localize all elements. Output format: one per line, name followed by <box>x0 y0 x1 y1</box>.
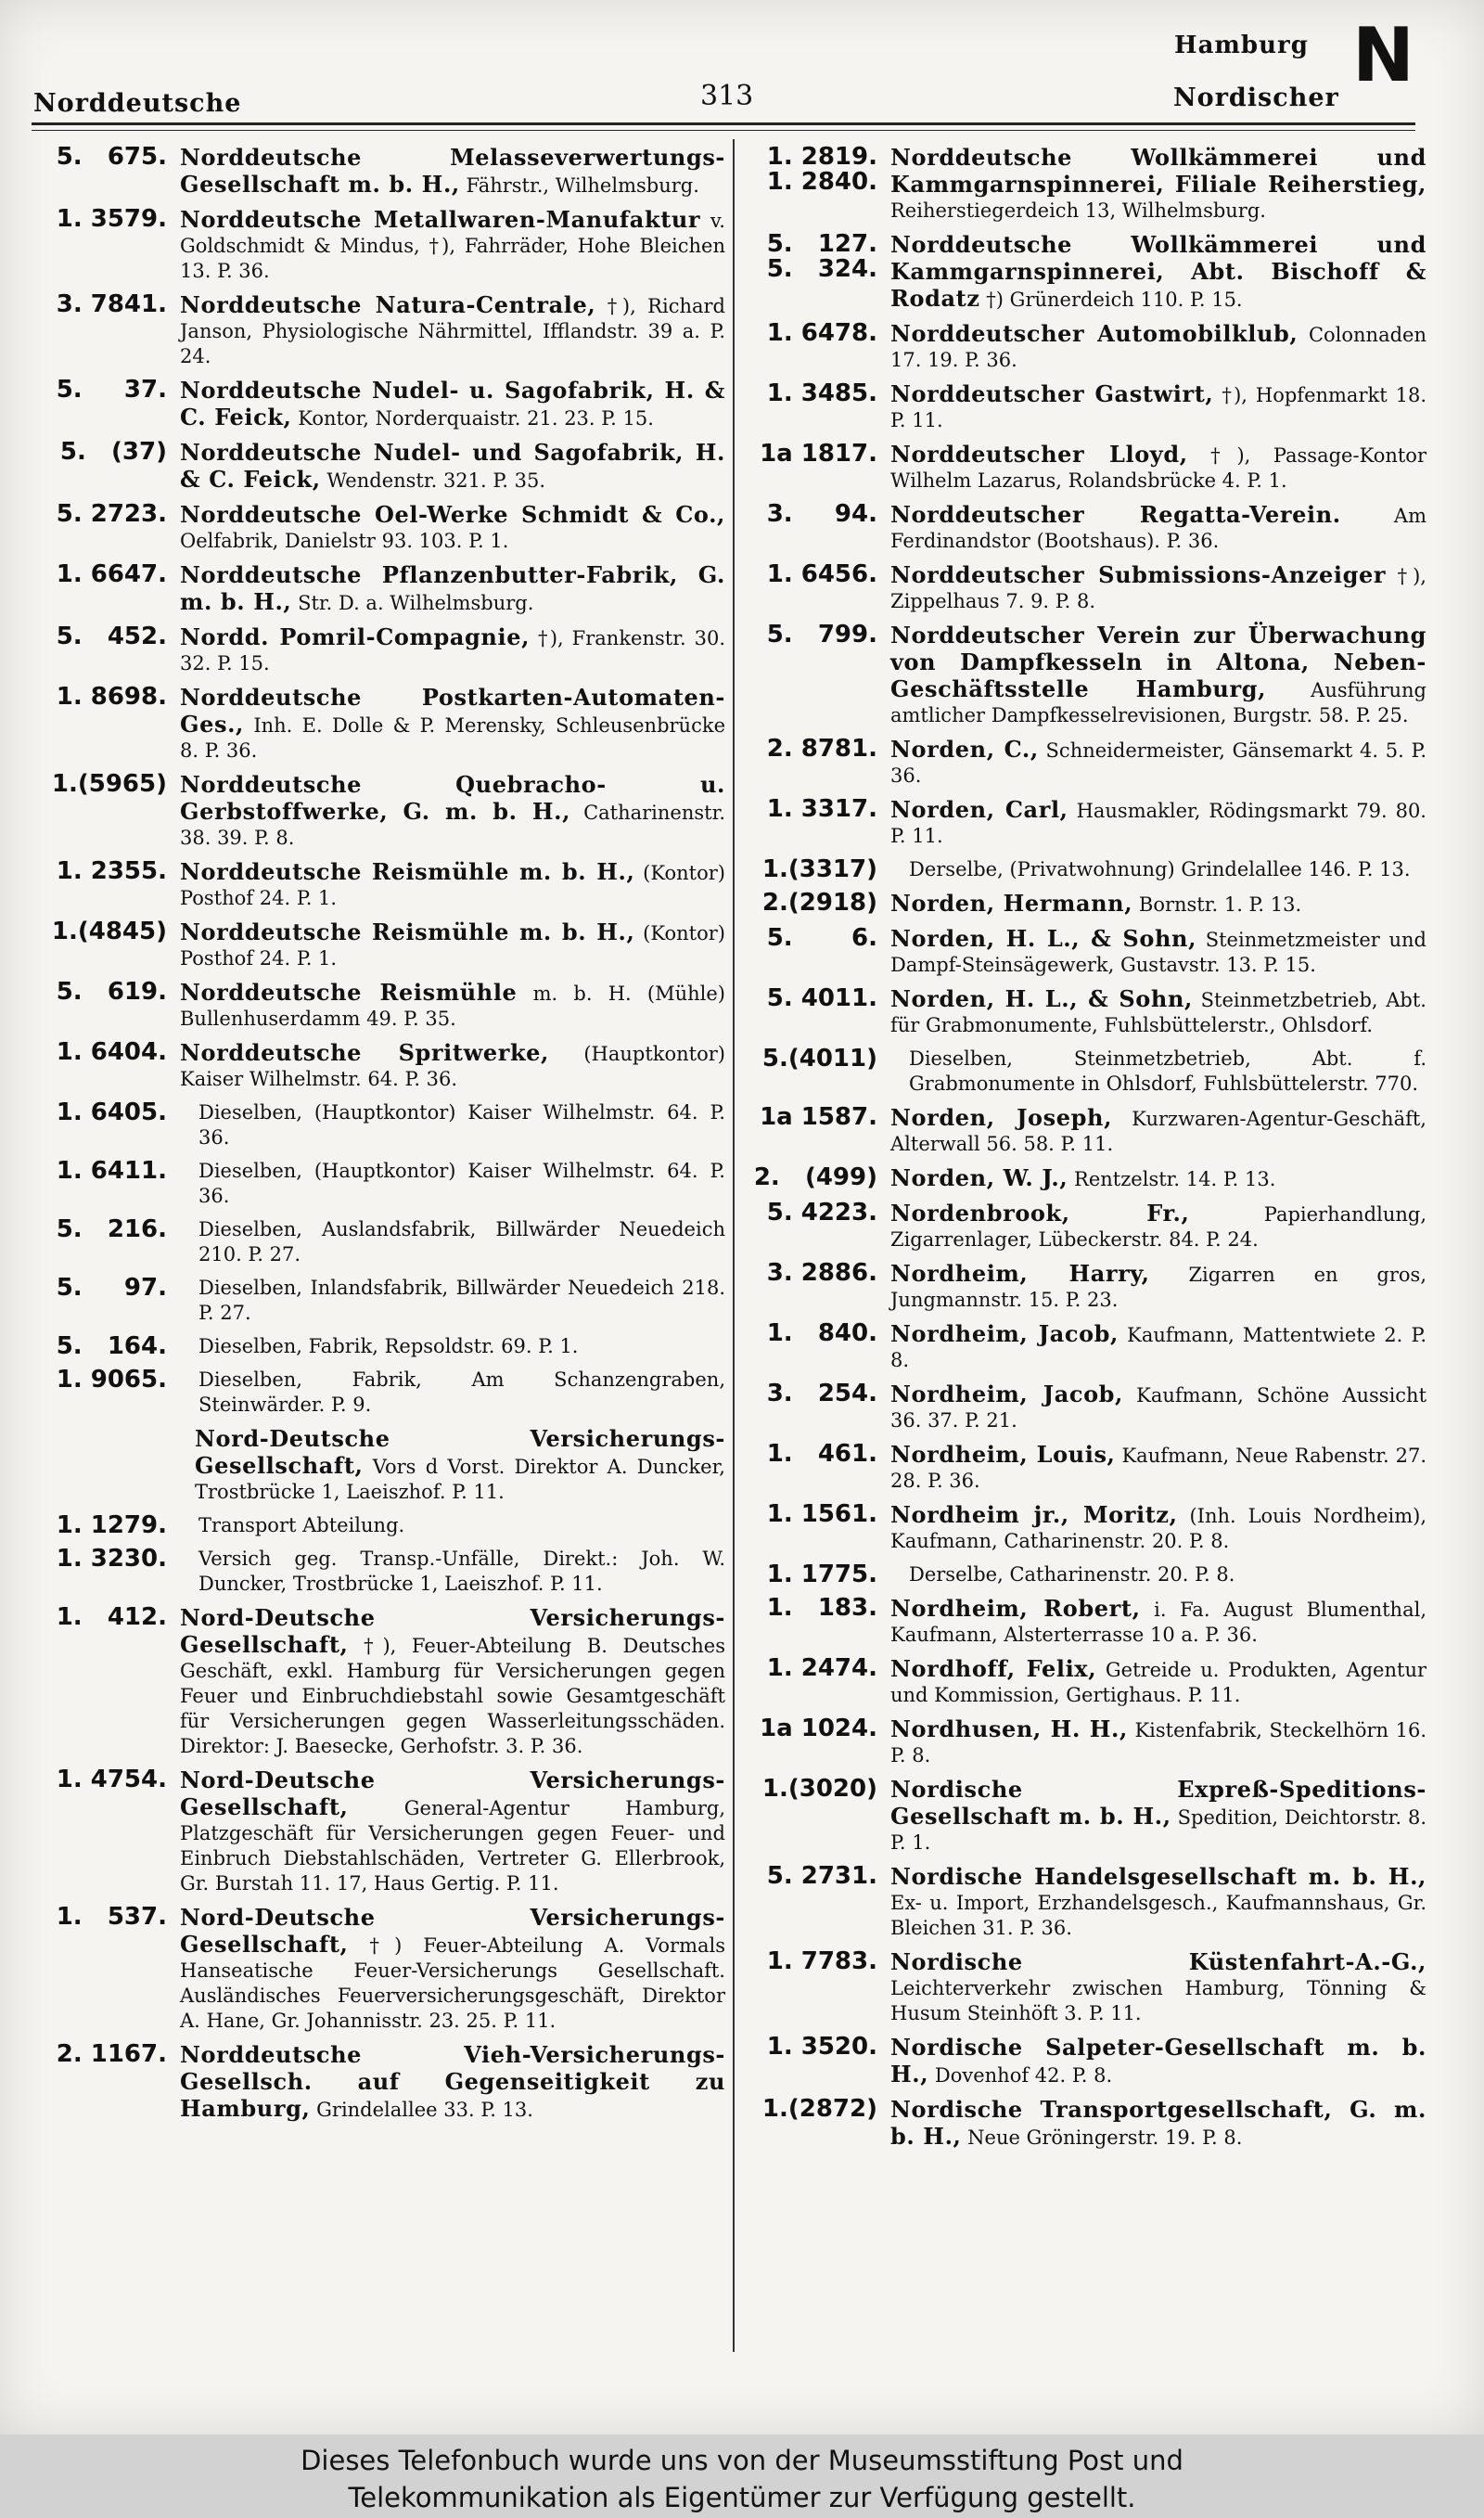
entry-text <box>890 562 1426 614</box>
entry-text <box>180 145 725 199</box>
phone-number: 1. 3579. <box>56 205 167 233</box>
phone-number: 5. 37. <box>56 376 167 404</box>
entry-details: Dieselben, (Hauptkontor) Kaiser Wilhelmstr. 64. P. 36. <box>198 1160 725 1207</box>
entry-details: Inh. E. Dolle & P. Merensky, Schleusenbrücke 8. P. 36. <box>180 714 725 762</box>
entry-details: Dieselben, Inlandsfabrik, Billwärder Neuedeich 218. P. 27. <box>198 1277 725 1324</box>
entry-details: Kaufmann, Schöne Aussicht 36. 37. P. 21. <box>890 1384 1427 1432</box>
entry-details: Oelfabrik, Danielstr 93. 103. P. 1. <box>180 530 509 552</box>
directory-entry <box>28 440 725 494</box>
directory-entry <box>28 1159 725 1209</box>
entry-details: Str. D. a. Wilhelmsburg. <box>298 592 534 614</box>
directory-entry <box>748 1165 1426 1192</box>
entry-text <box>890 2035 1426 2088</box>
entry-name: Norden, H. L., & Sohn, <box>890 925 1197 952</box>
entry-text <box>180 1547 725 1597</box>
phone-number: 5. 675. <box>56 143 167 171</box>
directory-entry <box>28 772 725 851</box>
footer-banner <box>0 2434 1484 2518</box>
phone-number: 1. 6405. <box>56 1098 167 1126</box>
entry-details: (Kontor) Posthof 24. P. 1. <box>180 922 725 970</box>
entry-text <box>890 1261 1426 1313</box>
entry-text <box>890 145 1426 224</box>
entry-name: Nord-Deutsche Versicherungs-Gesellschaft, <box>195 1425 725 1479</box>
directory-entry <box>28 980 725 1032</box>
phone-number: 1. 3520. <box>766 2033 877 2061</box>
directory-entry <box>748 623 1426 728</box>
entry-details: Dieselben, Auslandsfabrik, Billwärder Neuedeich 210. P. 27. <box>198 1218 725 1265</box>
entry-details: Getreide u. Produkten, Agentur und Kommission, Gertighaus. P. 11. <box>890 1659 1427 1706</box>
entry-name: Norden, H. L., & Sohn, <box>890 985 1193 1012</box>
entry-text <box>890 1381 1426 1433</box>
phone-number: 1. 3485. <box>766 379 877 407</box>
entry-text <box>890 737 1426 789</box>
phone-number: 3. 2886. <box>766 1259 877 1287</box>
entry-details: Derselbe, (Privatwohnung) Grindelallee 146. P. 13. <box>909 858 1411 880</box>
phone-number: 1. 8698. <box>56 683 167 711</box>
entry-name: Norddeutsche Vieh-Versicherungs-Gesellsch. auf Gegenseitigkeit zu Hamburg, <box>180 2041 725 2122</box>
entry-details: †), Richard Janson, Physiologische Nährmittel, Ifflandstr. 39 a. P. 24. <box>180 295 725 367</box>
entry-details: Dieselben, (Hauptkontor) Kaiser Wilhelmstr. 64. P. 36. <box>198 1101 725 1149</box>
phone-number: 5. 4223. <box>766 1199 877 1227</box>
phone-number: 5. 127. 5. 324. <box>766 230 877 283</box>
phone-number: 1. 6456. <box>766 560 877 588</box>
entry-name: Nordische Salpeter-Gesellschaft m. b. H., <box>890 2034 1426 2088</box>
entry-name: Norden, Hermann, <box>890 890 1133 917</box>
directory-entry <box>28 1767 725 1896</box>
phone-number: 1.(5965) <box>51 770 167 798</box>
phone-number: 1. 2819. 1. 2840. <box>766 143 877 196</box>
entry-text <box>890 1716 1426 1768</box>
entry-text <box>890 926 1426 978</box>
entry-name: Norddeutsche Nudel- u. Sagofabrik, H. & C. Feick, <box>180 377 725 430</box>
directory-entry <box>28 562 725 616</box>
directory-entry <box>748 1596 1426 1648</box>
phone-number: 1. 3230. <box>56 1545 167 1573</box>
entry-details: General-Agentur Hamburg, Platzgeschäft für Versicherungen gegen Feuer- und Einbruch Diebstahlschäden, Vertreter G. Ellerbrook, Gr. Burstah 11. 17, Haus Gertig. P. 11. <box>180 1797 725 1895</box>
phone-number: 2. 1167. <box>56 2040 167 2068</box>
entry-text <box>180 502 725 554</box>
phone-number: 5. 799. <box>766 621 877 649</box>
entry-details: (Hauptkontor) Kaiser Wilhelmstr. 64. P. 36. <box>180 1043 725 1090</box>
entry-name: Norddeutsche Metallwaren-Manufaktur <box>180 206 701 233</box>
directory-entry <box>28 1276 725 1326</box>
phone-number: 5. 164. <box>56 1332 167 1360</box>
entry-name: Nordische Expreß-Speditions-Gesellschaft m. b. H., <box>890 1776 1426 1830</box>
entry-name: Norden, C., <box>890 736 1039 763</box>
entry-details: Dovenhof 42. P. 8. <box>934 2064 1113 2087</box>
phone-number: 1. 3317. <box>766 795 877 823</box>
entry-text <box>180 1040 725 1092</box>
entry-name: Norddeutsche Oel-Werke Schmidt & Co., <box>180 501 725 528</box>
entry-text <box>890 1047 1426 1097</box>
phone-number: 1. 6647. <box>56 560 167 588</box>
entry-name: Norddeutscher Automobilklub, <box>890 320 1298 347</box>
entry-name: Norddeutsche Reismühle m. b. H., <box>180 858 635 885</box>
phone-number: 2. 8781. <box>766 735 877 763</box>
entry-details: Hausmakler, Rödingsmarkt 79. 80. P. 11. <box>890 800 1426 847</box>
directory-entry <box>748 797 1426 849</box>
entry-name: Norddeutsche Reismühle <box>180 979 518 1006</box>
phone-number: 5. 4011. <box>766 984 877 1012</box>
phone-number: 1a 1587. <box>760 1103 877 1131</box>
header-city: Hamburg <box>1174 32 1309 59</box>
entry-text <box>890 1165 1426 1192</box>
entry-name: Norddeutscher Gastwirt, <box>890 380 1214 407</box>
header-rule <box>32 122 1415 125</box>
entry-details: Schneidermeister, Gänsemarkt 4. 5. P. 36. <box>890 739 1427 787</box>
entry-text <box>180 919 725 971</box>
header-rule-thin <box>32 130 1415 131</box>
directory-entry <box>28 2042 725 2123</box>
entry-text <box>890 502 1426 554</box>
phone-number: 1. 6411. <box>56 1157 167 1185</box>
entry-name: Nord-Deutsche Versicherungs-Gesellschaft, <box>180 1604 725 1658</box>
entry-text <box>890 1201 1426 1253</box>
entry-text <box>890 623 1426 728</box>
entry-name: Norddeutsche Reismühle m. b. H., <box>180 919 635 945</box>
directory-entry <box>748 381 1426 433</box>
entry-details: Ex- u. Import, Erzhandelsgesch., Kaufmannshaus, Gr. Bleichen 31. P. 36. <box>890 1892 1426 1939</box>
directory-entry <box>748 926 1426 978</box>
phone-number: 5. (37) <box>59 438 167 466</box>
entry-details: Kurzwaren-Agentur-Geschäft, Alterwall 56. 58. P. 11. <box>890 1108 1426 1155</box>
entry-text <box>180 1100 725 1150</box>
entry-text <box>890 1949 1426 2026</box>
entry-name: Nordenbrook, Fr., <box>890 1200 1190 1227</box>
header-left-keyword: Norddeutsche <box>33 89 242 118</box>
entry-text <box>890 1656 1426 1708</box>
phone-number: 5. 2731. <box>766 1862 877 1890</box>
entry-name: Nordische Transportgesellschaft, G. m. b. H., <box>890 2096 1426 2150</box>
directory-entry <box>748 857 1426 882</box>
entry-details: Ausführung amtlicher Dampfkesselrevisionen, Burgstr. 58. P. 25. <box>890 679 1426 726</box>
entry-details: Kaufmann, Mattentwiete 2. P. 8. <box>890 1324 1426 1371</box>
entry-name: Nordheim, Harry, <box>890 1260 1150 1287</box>
phone-number: 1. 2474. <box>766 1654 877 1682</box>
directory-entry <box>748 1777 1426 1856</box>
directory-entry <box>28 502 725 554</box>
entry-text <box>180 440 725 494</box>
entry-name: Nordische Küstenfahrt-A.-G., <box>890 1948 1426 1975</box>
entry-text <box>180 562 725 616</box>
entry-name: Nordhusen, H. H., <box>890 1715 1128 1742</box>
phone-number: 1. 9065. <box>56 1366 167 1394</box>
section-letter: N <box>1352 12 1414 98</box>
entry-text <box>890 891 1426 918</box>
directory-entry <box>748 1105 1426 1157</box>
entry-text <box>890 1105 1426 1157</box>
directory-entry <box>748 321 1426 373</box>
entry-text <box>180 980 725 1032</box>
entry-details: Neue Gröningerstr. 19. P. 8. <box>967 2126 1243 2149</box>
entry-text <box>180 1905 725 2034</box>
entry-name: Nordische Handelsgesellschaft m. b. H., <box>890 1863 1426 1890</box>
entry-text <box>890 986 1426 1038</box>
entry-details: Kontor, Norderquaistr. 21. 23. P. 15. <box>298 407 654 430</box>
directory-entry <box>28 1100 725 1150</box>
entry-text <box>890 2097 1426 2151</box>
entry-text <box>180 1159 725 1209</box>
directory-entry <box>28 207 725 284</box>
entry-details: Kistenfabrik, Steckelhörn 16. P. 8. <box>890 1719 1426 1766</box>
phone-number: 1. 7783. <box>766 1947 877 1975</box>
entry-details: Spedition, Deichtorstr. 8. P. 1. <box>890 1806 1426 1854</box>
directory-entry <box>28 1368 725 1418</box>
entry-text <box>890 381 1426 433</box>
directory-entry <box>28 1605 725 1759</box>
phone-number: 5. 216. <box>56 1215 167 1243</box>
entry-details: Bornstr. 1. P. 13. <box>1138 893 1302 916</box>
entry-details: Fährstr., Wilhelmsburg. <box>466 174 699 197</box>
directory-entry <box>748 1864 1426 1941</box>
entry-name: Norden, Carl, <box>890 796 1068 823</box>
entry-text <box>180 207 725 284</box>
directory-entry <box>28 1513 725 1538</box>
directory-entry <box>748 737 1426 789</box>
phone-number: 1. 4754. <box>56 1766 167 1793</box>
entry-name: Norddeutsche Nudel- und Sagofabrik, H. & C. Feick, <box>180 439 725 493</box>
entry-name: Norden, W. J., <box>890 1164 1068 1191</box>
entry-details: Derselbe, Catharinenstr. 20. P. 8. <box>909 1563 1235 1586</box>
entry-text <box>890 1777 1426 1856</box>
entry-text <box>180 772 725 851</box>
entry-name: Norddeutsche Wollkämmerei und Kammgarnspinnerei, Filiale Reiherstieg, <box>890 144 1426 198</box>
phone-number: 1. 537. <box>56 1903 167 1931</box>
entry-text <box>180 378 725 431</box>
entry-text <box>890 1562 1426 1587</box>
entry-name: Norddeutsche Postkarten-Automaten-Ges., <box>180 684 725 738</box>
directory-entry <box>748 1261 1426 1313</box>
right-column <box>748 145 1426 2159</box>
directory-entry <box>28 145 725 199</box>
entry-text <box>180 1513 725 1538</box>
entry-name: Norddeutsche Quebracho- u. Gerbstoffwerke, G. m. b. H., <box>180 771 725 825</box>
directory-entry <box>748 1442 1426 1494</box>
entry-text <box>890 442 1426 494</box>
entry-details: †), Frankenstr. 30. 32. P. 15. <box>180 627 725 674</box>
entry-name: Norddeutsche Natura-Centrale, <box>180 291 596 318</box>
entry-name: Norddeutscher Submissions-Anzeiger <box>890 561 1387 588</box>
phone-number: 1. 2355. <box>56 857 167 885</box>
entry-text <box>890 1596 1426 1648</box>
directory-entry <box>748 2097 1426 2151</box>
phone-number: 1. 461. <box>766 1440 877 1468</box>
entry-text <box>195 1426 725 1505</box>
header-right-keyword: Nordischer <box>1173 84 1339 112</box>
phone-number: 5. 97. <box>56 1274 167 1302</box>
directory-entry <box>748 502 1426 554</box>
entry-text <box>180 292 725 369</box>
entry-text <box>180 1276 725 1326</box>
entry-text <box>890 1864 1426 1941</box>
entry-details: †), Zippelhaus 7. 9. P. 8. <box>890 565 1426 612</box>
entry-details: †) Feuer-Abteilung A. Vormals Hanseatische Feuer-Versicherungs Gesellschaft. Ausländisches Feuerversicherungsgeschäft, Direktor A. Hane, Gr. Johannisstr. 23. 25. P. 11. <box>180 1934 725 2032</box>
phone-number: 1. 6478. <box>766 319 877 347</box>
column-divider <box>733 139 735 2352</box>
directory-entry <box>748 2035 1426 2088</box>
directory-entry <box>748 1201 1426 1253</box>
entry-details: Grindelallee 33. P. 13. <box>316 2099 533 2121</box>
phone-number: 5.(4011) <box>761 1045 877 1073</box>
entry-details: Zigarren en gros, Jungmannstr. 15. P. 23. <box>890 1264 1426 1311</box>
phone-number: 5. 2723. <box>56 500 167 528</box>
phone-number: 2. (499) <box>753 1163 877 1191</box>
phone-number: 1. 840. <box>766 1319 877 1347</box>
directory-entry <box>28 859 725 911</box>
directory-entry <box>28 378 725 431</box>
entry-details: Rentzelstr. 14. P. 13. <box>1074 1168 1276 1190</box>
phone-number: 3. 7841. <box>56 290 167 318</box>
entry-details: †) Grünerdeich 110. P. 15. <box>986 289 1243 311</box>
directory-entry <box>748 1381 1426 1433</box>
entry-name: Nordheim, Robert, <box>890 1595 1141 1622</box>
directory-entry <box>28 1040 725 1092</box>
entry-details: †), Passage-Kontor Wilhelm Lazarus, Rolandsbrücke 4. P. 1. <box>890 444 1426 492</box>
phone-number: 3. 254. <box>766 1380 877 1407</box>
phone-number: 1.(2872) <box>761 2095 877 2123</box>
entry-name: Nordhoff, Felix, <box>890 1655 1097 1682</box>
entry-text <box>890 857 1426 882</box>
entry-name: Nordheim, Jacob, <box>890 1381 1124 1407</box>
phone-number: 1. 6404. <box>56 1038 167 1066</box>
phone-number: 1.(3317) <box>761 855 877 883</box>
entry-text <box>890 1442 1426 1494</box>
entry-name: Norddeutscher Verein zur Überwachung von Dampfkesseln in Altona, Neben-Geschäftsstelle Hamburg, <box>890 622 1426 702</box>
entry-text <box>890 232 1426 313</box>
entry-details: Steinmetzbetrieb, Abt. für Grabmonumente, Fuhlsbüttelerstr., Ohlsdorf. <box>890 989 1426 1036</box>
entry-details: Kaufmann, Neue Rabenstr. 27. 28. P. 36. <box>890 1445 1426 1492</box>
phone-number: 5. 452. <box>56 623 167 650</box>
directory-entry <box>28 919 725 971</box>
entry-name: Nordheim, Louis, <box>890 1441 1116 1468</box>
directory-entry <box>28 1547 725 1597</box>
entry-details: v. Goldschmidt & Mindus, †), Fahrräder, Hohe Bleichen 13. P. 36. <box>180 210 725 282</box>
entry-details: Steinmetzmeister und Dampf-Steinsägewerk, Gustavstr. 13. P. 15. <box>890 929 1426 976</box>
directory-entry <box>748 1321 1426 1373</box>
entry-details: Dieselben, Fabrik, Am Schanzengraben, Steinwärder. P. 9. <box>198 1368 725 1416</box>
entry-details: Leichterverkehr zwischen Hamburg, Tönning & Husum Steinhöft 3. P. 11. <box>890 1977 1426 2024</box>
directory-entry <box>748 1949 1426 2026</box>
directory-entry <box>28 624 725 676</box>
entry-text <box>890 1502 1426 1554</box>
phone-number: 1. 1279. <box>56 1511 167 1539</box>
directory-entry <box>748 891 1426 918</box>
entry-details: m. b. H. (Mühle) Bullenhuserdamm 49. P. 35. <box>180 983 725 1030</box>
phone-number: 5. 6. <box>766 924 877 952</box>
directory-entry <box>748 232 1426 313</box>
left-column <box>28 145 725 2131</box>
entry-details: †), Feuer-Abteilung B. Deutsches Geschäft, exkl. Hamburg für Versicherungen gegen Feuer und Einbruchdiebstahl sowie Gesamtgeschäft für Versicherungen gegen Wasserleitungsschäden. Direktor: J. Baesecke, Gerhofstr. 3. P. 36. <box>180 1635 725 1757</box>
phone-number: 1. 183. <box>766 1594 877 1622</box>
entry-details: Catharinenstr. 38. 39. P. 8. <box>180 802 725 849</box>
entry-name: Norddeutsche Pflanzenbutter-Fabrik, G. m. b. H., <box>180 561 725 615</box>
phone-number: 1. 1775. <box>766 1561 877 1588</box>
directory-entry <box>748 1656 1426 1708</box>
entry-text <box>180 2042 725 2123</box>
entry-name: Norddeutsche Spritwerke, <box>180 1039 550 1066</box>
entry-text <box>180 1217 725 1267</box>
phone-number: 1.(3020) <box>761 1775 877 1803</box>
entry-text <box>890 1321 1426 1373</box>
entry-name: Norddeutscher Lloyd, <box>890 441 1188 468</box>
directory-entry <box>28 1905 725 2034</box>
directory-entry <box>748 1047 1426 1097</box>
entry-details: (Inh. Louis Nordheim), Kaufmann, Catharinenstr. 20. P. 8. <box>890 1505 1427 1552</box>
phone-number: 1. 1561. <box>766 1500 877 1528</box>
entry-text <box>890 321 1426 373</box>
phone-number: 1a 1024. <box>760 1715 877 1742</box>
entry-name: Norddeutscher Regatta-Verein. <box>890 501 1341 528</box>
page-number: 313 <box>700 80 754 112</box>
directory-entry <box>748 442 1426 494</box>
entry-name: Nord-Deutsche Versicherungs-Gesellschaft, <box>180 1766 725 1820</box>
footer-line-1: Dieses Telefonbuch wurde uns von der Museumsstiftung Post und <box>301 2445 1183 2476</box>
entry-details: Reiherstiegerdeich 13, Wilhelmsburg. <box>890 199 1266 222</box>
entry-name: Nordd. Pomril-Compagnie, <box>180 623 531 650</box>
phone-number: 1a 1817. <box>760 440 877 468</box>
entry-details: Colonnaden 17. 19. P. 36. <box>890 324 1426 371</box>
entry-details: Am Ferdinandstor (Bootshaus). P. 36. <box>890 505 1426 552</box>
directory-entry <box>748 1562 1426 1587</box>
directory-entry <box>748 1502 1426 1554</box>
entry-name: Nord-Deutsche Versicherungs-Gesellschaft, <box>180 1904 725 1958</box>
phone-number: 3. 94. <box>766 500 877 528</box>
entry-details: Transport Abteilung. <box>198 1514 405 1536</box>
entry-details: i. Fa. August Blumenthal, Kaufmann, Alsterterrasse 10 a. P. 36. <box>890 1599 1426 1646</box>
entry-name: Norden, Joseph, <box>890 1104 1113 1131</box>
entry-text <box>890 797 1426 849</box>
directory-entry <box>28 292 725 369</box>
directory-entry <box>28 1217 725 1267</box>
entry-text <box>180 1368 725 1418</box>
entry-details: Wendenstr. 321. P. 35. <box>326 469 545 492</box>
entry-name: Norddeutsche Melasseverwertungs-Gesellschaft m. b. H., <box>180 144 725 198</box>
phone-number: 5. 619. <box>56 978 167 1006</box>
directory-entry <box>748 145 1426 224</box>
directory-entry <box>748 1716 1426 1768</box>
entry-name: Norddeutsche Wollkämmerei und Kammgarnspinnerei, Abt. Bischoff & Rodatz <box>890 231 1426 312</box>
entry-text <box>180 859 725 911</box>
entry-details: Vors d Vorst. Direktor A. Duncker, Trostbrücke 1, Laeiszhof. P. 11. <box>195 1456 725 1503</box>
directory-entry <box>748 562 1426 614</box>
phone-number: 1.(4845) <box>51 918 167 945</box>
entry-text <box>180 624 725 676</box>
entry-text <box>180 1334 725 1359</box>
directory-entry <box>28 1426 725 1505</box>
directory-entry <box>748 986 1426 1038</box>
entry-text <box>180 685 725 764</box>
entry-details: Papierhandlung, Zigarrenlager, Lübeckerstr. 84. P. 24. <box>890 1203 1426 1251</box>
phone-number: 1. 412. <box>56 1603 167 1631</box>
entry-text <box>180 1767 725 1896</box>
directory-entry <box>28 1334 725 1359</box>
entry-details: Versich geg. Transp.-Unfälle, Direkt.: Joh. W. Duncker, Trostbrücke 1, Laeiszhof. P. 11. <box>198 1548 725 1595</box>
phone-number: 2.(2918) <box>761 889 877 917</box>
entry-details: Dieselben, Fabrik, Repsoldstr. 69. P. 1. <box>198 1335 579 1357</box>
entry-details: (Kontor) Posthof 24. P. 1. <box>180 862 725 909</box>
directory-entry <box>28 685 725 764</box>
entry-name: Nordheim jr., Moritz, <box>890 1501 1178 1528</box>
footer-line-2: Telekommunikation als Eigentümer zur Verfügung gestellt. <box>348 2482 1136 2513</box>
entry-text <box>180 1605 725 1759</box>
entry-details: Dieselben, Steinmetzbetrieb, Abt. f. Grabmonumente in Ohlsdorf, Fuhlsbüttelerstr. 770. <box>909 1047 1426 1095</box>
footer-text <box>0 2434 1484 2516</box>
entry-name: Nordheim, Jacob, <box>890 1320 1119 1347</box>
entry-details: †), Hopfenmarkt 18. P. 11. <box>890 384 1426 431</box>
